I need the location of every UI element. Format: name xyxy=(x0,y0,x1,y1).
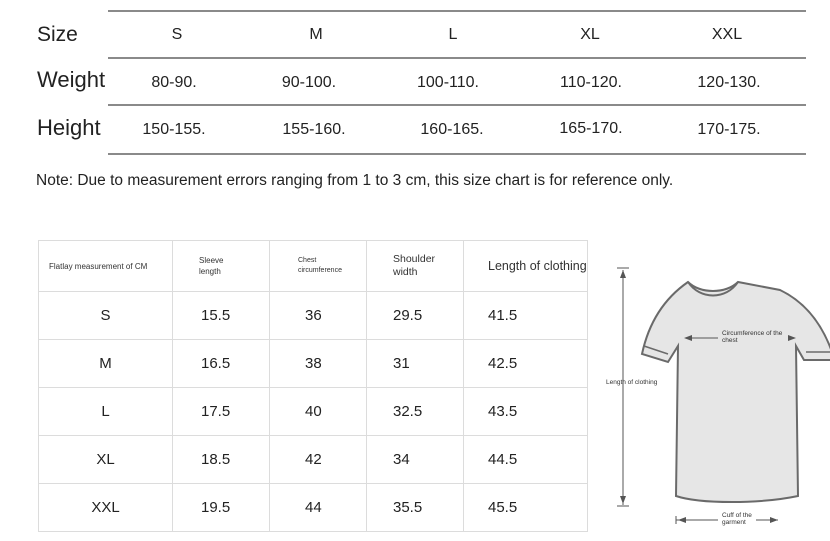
length-cell xyxy=(464,340,588,388)
garment-measurement-diagram xyxy=(600,262,830,536)
length-cell xyxy=(464,388,588,436)
sleeve-value: 18.5 xyxy=(201,451,231,468)
shoulder-cell xyxy=(367,436,464,484)
shoulder-value: 29.5 xyxy=(393,307,423,324)
shoulder-cell xyxy=(367,340,464,388)
size-cell: L xyxy=(448,26,458,43)
header-sleeve xyxy=(173,241,270,292)
chest-cell xyxy=(270,340,367,388)
table-row xyxy=(39,388,588,436)
reference-note: Note: Due to measurement errors ranging from 1 to 3 cm, this size chart is for reference only. xyxy=(36,172,674,189)
length-value: 44.5 xyxy=(488,451,518,468)
header-chest xyxy=(270,241,367,292)
size-cell: XL xyxy=(39,436,173,484)
chest-value: 44 xyxy=(305,499,322,516)
header-size-label: Flatlay measurement of CM xyxy=(49,261,148,271)
table-row xyxy=(39,436,588,484)
row-label-height: Height xyxy=(37,115,101,140)
weight-cell: 90-100. xyxy=(281,74,337,91)
height-cell: 150-155. xyxy=(142,121,206,138)
height-cell: 160-165. xyxy=(420,121,484,138)
t-shirt-body xyxy=(642,282,830,502)
length-value: 42.5 xyxy=(488,355,518,372)
length-value: 45.5 xyxy=(488,499,518,516)
shoulder-cell xyxy=(367,388,464,436)
height-cell: 165-170. xyxy=(559,120,623,137)
table-row xyxy=(39,292,588,340)
chest-cell xyxy=(270,292,367,340)
chest-value: 40 xyxy=(305,403,322,420)
size-cell: S xyxy=(39,292,173,340)
table-rule-bottom xyxy=(108,153,806,155)
chest-label: Circumference of the chest xyxy=(722,330,783,344)
size-cell: L xyxy=(39,388,173,436)
table-rule xyxy=(108,57,806,59)
size-chart-table xyxy=(0,0,830,160)
header-sleeve-label: Sleeve length xyxy=(199,256,224,276)
weight-cell: 110-120. xyxy=(560,74,622,91)
table-row xyxy=(39,340,588,388)
size-cell: S xyxy=(171,26,183,43)
sleeve-cell xyxy=(173,436,270,484)
sleeve-cell xyxy=(173,292,270,340)
cuff-label: Cuff of the garment xyxy=(722,512,752,526)
weight-cell: 120-130. xyxy=(697,74,761,91)
row-label-weight: Weight xyxy=(37,67,106,92)
height-cell: 170-175. xyxy=(697,121,761,138)
size-cell: XL xyxy=(580,26,600,43)
shoulder-cell xyxy=(367,484,464,532)
length-label: Length of clothing xyxy=(606,379,658,386)
chest-value: 42 xyxy=(305,451,322,468)
table-rule-top xyxy=(108,10,806,12)
sleeve-cell xyxy=(173,388,270,436)
sleeve-value: 19.5 xyxy=(201,499,231,516)
table-row xyxy=(39,484,588,532)
length-cell xyxy=(464,484,588,532)
header-size xyxy=(39,241,173,292)
table-header-row xyxy=(39,241,588,292)
sleeve-value: 15.5 xyxy=(201,307,231,324)
length-value: 43.5 xyxy=(488,403,518,420)
size-cell: XXL xyxy=(39,484,173,532)
t-shirt-icon xyxy=(600,262,830,536)
length-cell xyxy=(464,436,588,484)
length-cell xyxy=(464,292,588,340)
shoulder-cell xyxy=(367,292,464,340)
length-value: 41.5 xyxy=(488,307,518,324)
shoulder-value: 35.5 xyxy=(393,499,423,516)
table-rule xyxy=(108,104,806,106)
chest-cell xyxy=(270,388,367,436)
sleeve-cell xyxy=(173,340,270,388)
chest-value: 38 xyxy=(305,355,322,372)
header-length xyxy=(464,241,588,292)
sleeve-value: 17.5 xyxy=(201,403,231,420)
header-chest-label: Chest circumference xyxy=(298,257,342,274)
shoulder-value: 34 xyxy=(393,451,410,468)
sleeve-value: 16.5 xyxy=(201,355,231,372)
height-cell: 155-160. xyxy=(282,121,346,138)
chest-cell xyxy=(270,484,367,532)
row-label-size: Size xyxy=(37,23,78,46)
weight-cell: 100-110. xyxy=(417,74,479,91)
size-cell: M xyxy=(39,340,173,388)
shoulder-value: 32.5 xyxy=(393,403,423,420)
size-cell: M xyxy=(309,26,323,43)
size-cell: XXL xyxy=(711,26,743,43)
header-shoulder xyxy=(367,241,464,292)
shoulder-value: 31 xyxy=(393,355,410,372)
measurement-table xyxy=(38,240,588,532)
chest-cell xyxy=(270,436,367,484)
weight-cell: 80-90. xyxy=(151,74,197,91)
sleeve-cell xyxy=(173,484,270,532)
header-length-label: Length of clothing xyxy=(488,259,587,273)
header-shoulder-label: Shoulder width xyxy=(393,253,436,278)
chest-value: 36 xyxy=(305,307,322,324)
